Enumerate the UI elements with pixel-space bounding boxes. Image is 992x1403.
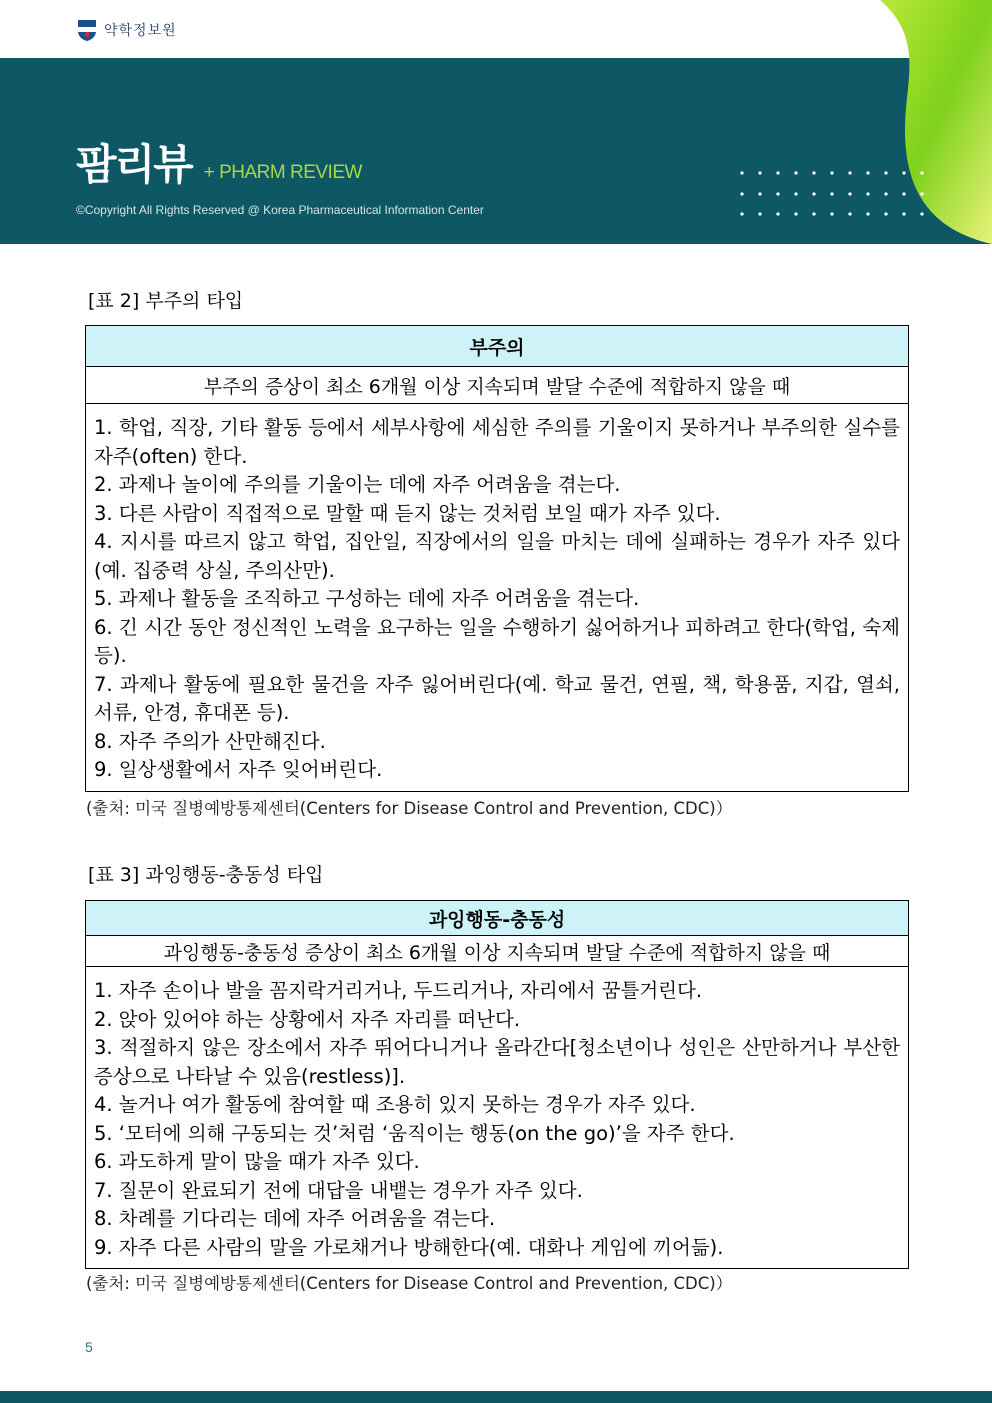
table2-items <box>86 404 909 792</box>
footer-bar <box>0 1391 992 1403</box>
list-item: 4. 지시를 따르지 않고 학업, 집안일, 직장에서의 일을 마치는 데에 실패하는 경우가 자주 있다(예. 집중력 상실, 주의산만). <box>94 530 900 582</box>
list-item: 8. 자주 주의가 산만해진다. <box>94 729 326 753</box>
list-item: 1. 학업, 직장, 기타 활동 등에서 세부사항에 세심한 주의를 기울이지 못하거나 부주의한 실수를 자주(often) 한다. <box>94 416 900 468</box>
title-korean: 팜리뷰 <box>76 140 192 189</box>
table2 <box>85 325 909 792</box>
list-item: 6. 과도하게 말이 많을 때가 자주 있다. <box>94 1150 420 1173</box>
table3-items <box>86 967 909 1269</box>
list-item: 2. 과제나 놀이에 주의를 기울이는 데에 자주 어려움을 겪는다. <box>94 473 621 496</box>
list-item: 1. 자주 손이나 발을 꼼지락거리거나, 두드리거나, 자리에서 꿈틀거린다. <box>94 979 703 1002</box>
list-item: 8. 차례를 기다리는 데에 자주 어려움을 겪는다. <box>94 1207 496 1230</box>
list-item: 9. 일상생활에서 자주 잊어버린다. <box>94 758 383 781</box>
list-item: 2. 앉아 있어야 하는 상황에서 자주 자리를 떠난다. <box>94 1007 521 1031</box>
table2-caption: [표 2] 부주의 타입 <box>88 290 244 312</box>
title-english: + PHARM REVIEW <box>203 162 362 183</box>
table3-criterion: 과잉행동-충동성 증상이 최소 6개월 이상 지속되며 발달 수준에 적합하지 않을 때 <box>86 936 909 967</box>
table2-header: 부주의 <box>86 326 909 367</box>
org-name: 약학정보원 <box>104 23 177 39</box>
table2-criterion: 부주의 증상이 최소 6개월 이상 지속되며 발달 수준에 적합하지 않을 때 <box>86 367 909 404</box>
list-item: 3. 적절하지 않은 장소에서 자주 뛰어다니거나 올라간다[청소년이나 성인은 산만하거나 부산한 증상으로 나타날 수 있음(restless)]. <box>94 1036 900 1088</box>
copyright-text: ©Copyright All Rights Reserved @ Korea Pharmaceutical Information Center <box>76 203 484 217</box>
page-number: 5 <box>85 1339 93 1355</box>
list-item: 9. 자주 다른 사람의 말을 가로채거나 방해한다(예. 대화나 게임에 끼어듦). <box>94 1235 724 1259</box>
list-item: 4. 놀거나 여가 활동에 참여할 때 조용히 있지 못하는 경우가 자주 있다. <box>94 1093 696 1116</box>
list-item: 5. 과제나 활동을 조직하고 구성하는 데에 자주 어려움을 겪는다. <box>94 587 640 610</box>
list-item: 7. 과제나 활동에 필요한 물건을 자주 잃어버린다(예. 학교 물건, 연필, 책, 학용품, 지갑, 열쇠, 서류, 안경, 휴대폰 등). <box>94 672 900 724</box>
list-item: 3. 다른 사람이 직접적으로 말할 때 듣지 않는 것처럼 보일 때가 자주 있다. <box>94 501 721 525</box>
table2-source: (출처: 미국 질병예방통제센터(Centers for Disease Control and Prevention, CDC)） <box>86 799 733 818</box>
table3-source: (출처: 미국 질병예방통제센터(Centers for Disease Control and Prevention, CDC)） <box>86 1274 733 1293</box>
list-item: 6. 긴 시간 동안 정신적인 노력을 요구하는 일을 수행하기 싫어하거나 피하려고 한다(학업, 숙제 등). <box>94 615 900 667</box>
list-item: 5. ‘모터에 의해 구동되는 것’처럼 ‘움직이는 행동(on the go)’을 자주 한다. <box>94 1121 735 1145</box>
header-banner <box>0 0 992 244</box>
table3-caption: [표 3] 과잉행동-충동성 타입 <box>88 864 324 886</box>
list-item: 7. 질문이 완료되기 전에 대답을 내뱉는 경우가 자주 있다. <box>94 1178 583 1202</box>
publication-title <box>76 142 362 188</box>
org-logo <box>76 18 177 42</box>
shield-logo-icon <box>76 18 98 42</box>
table3-header: 과잉행동-충동성 <box>86 901 909 936</box>
table3 <box>85 900 909 1269</box>
